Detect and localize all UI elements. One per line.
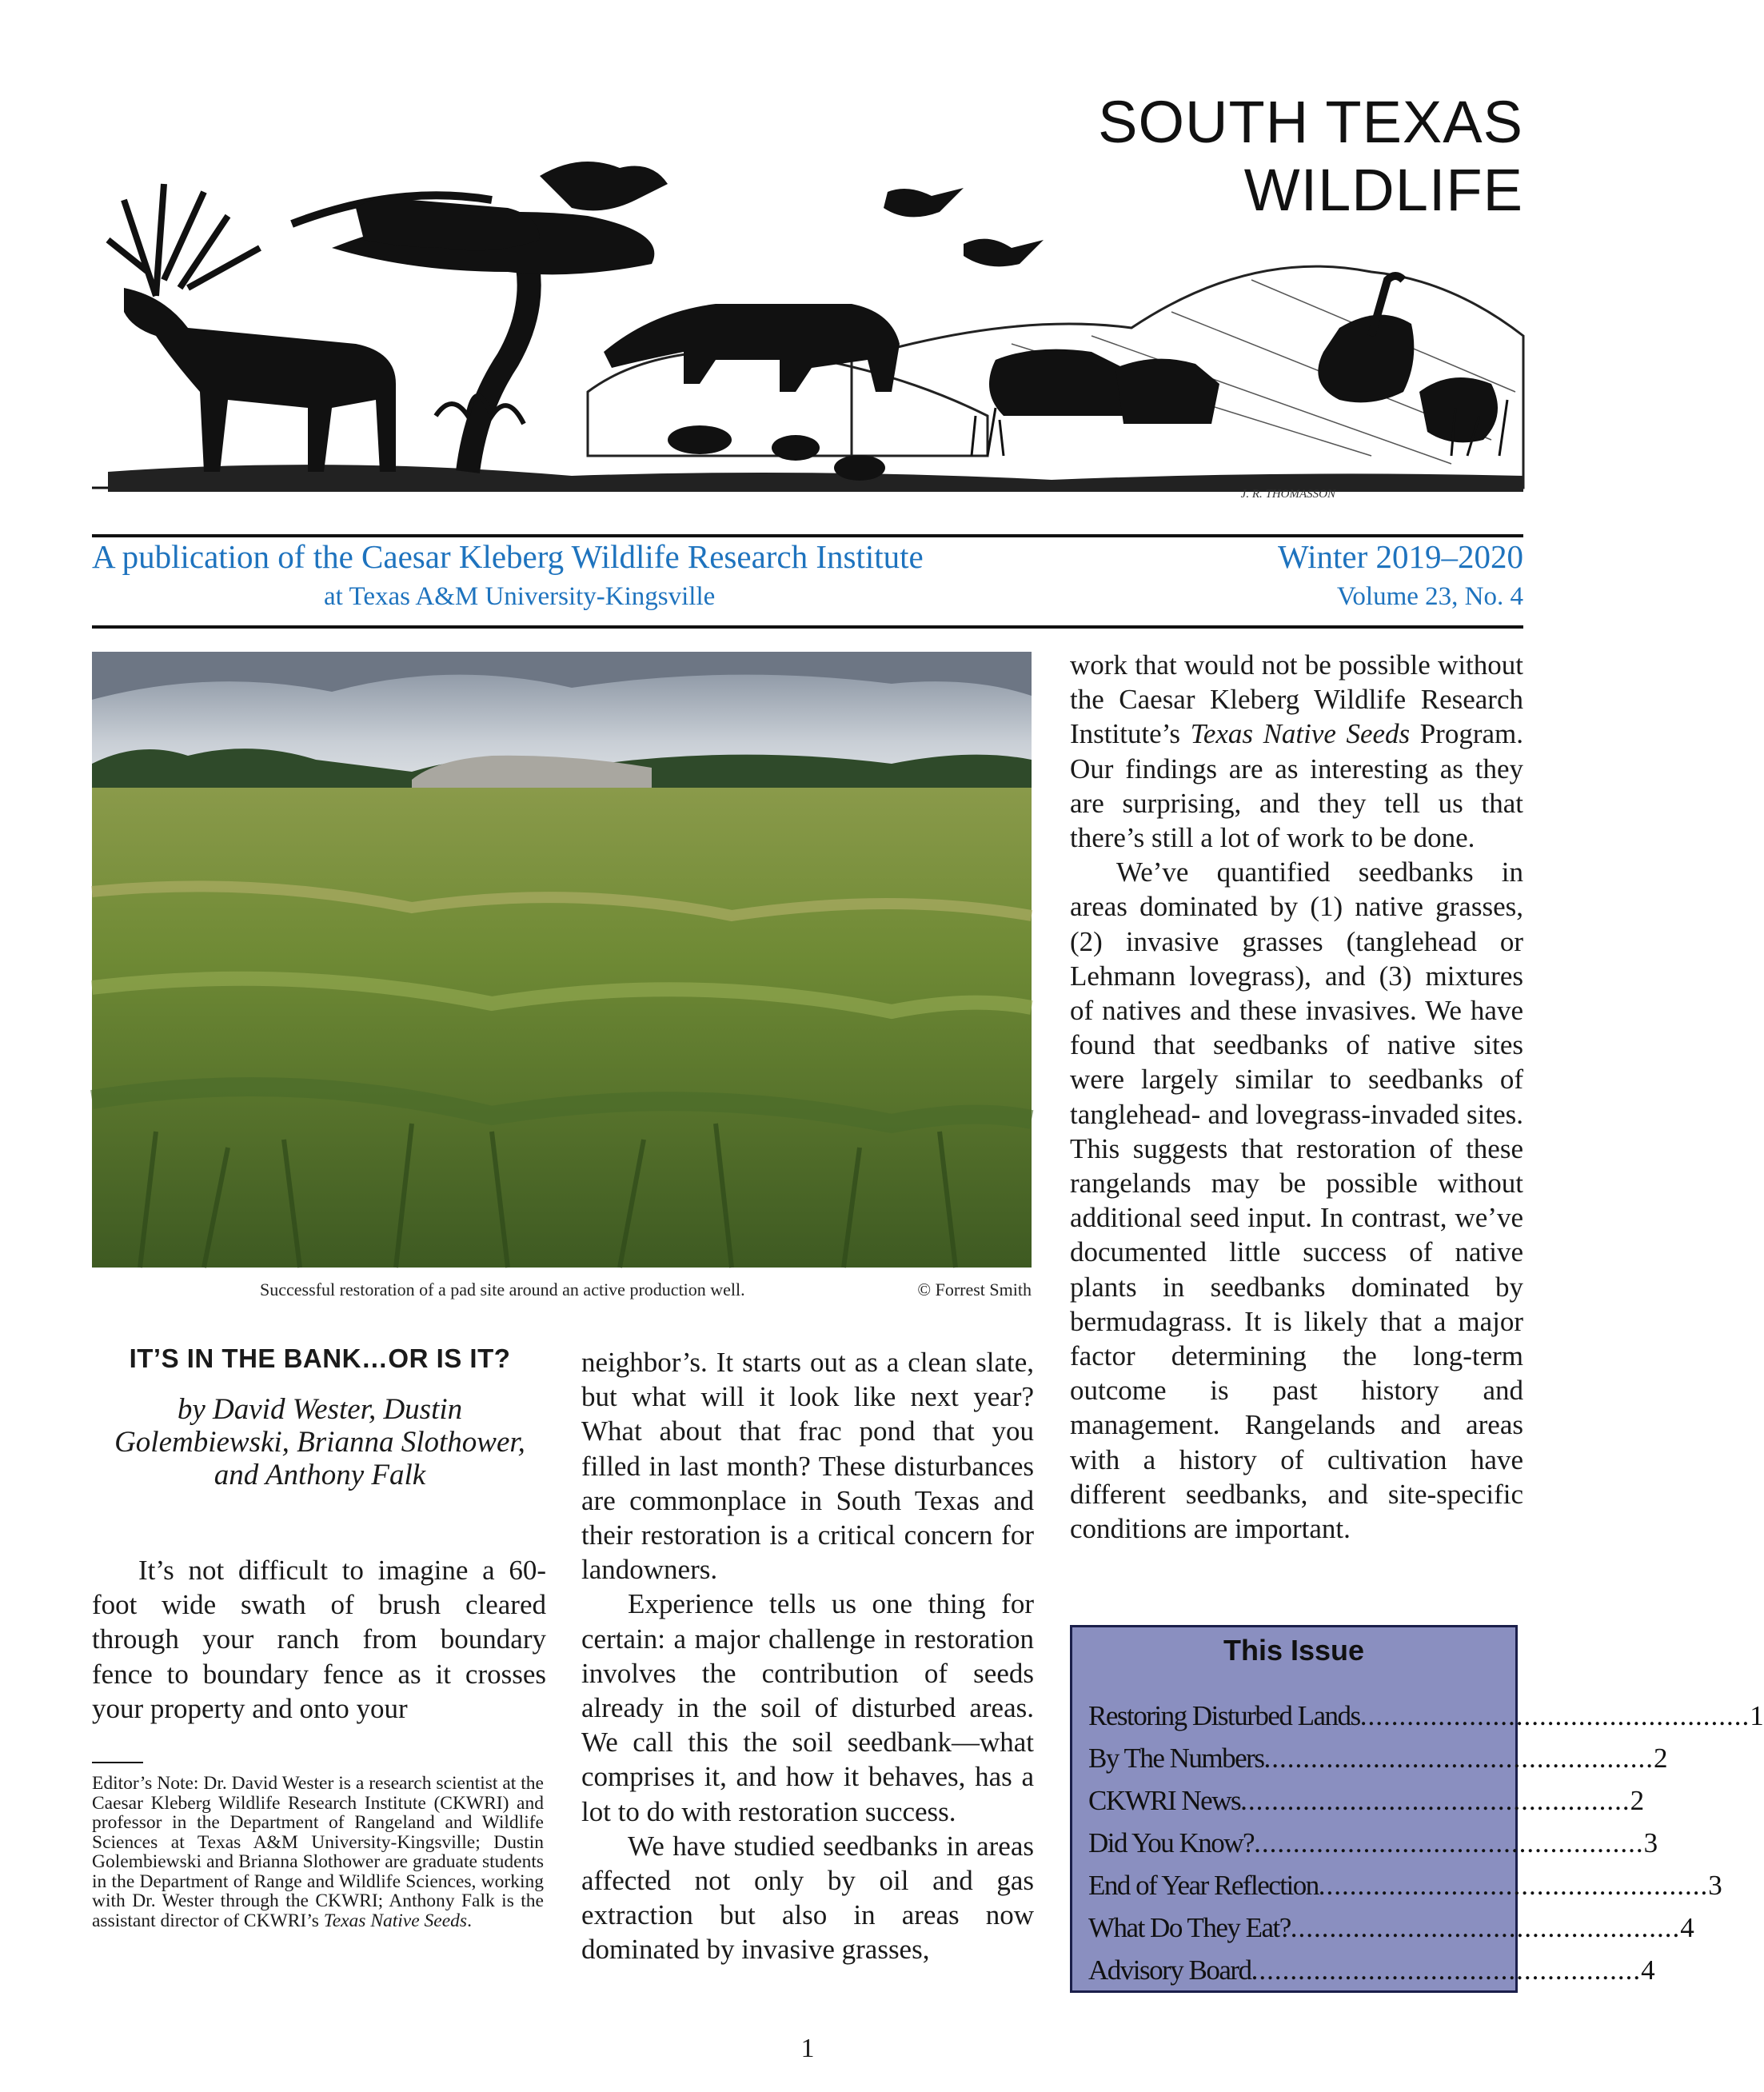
toc-item[interactable]: [1088, 1902, 1694, 1944]
byline-line: by David Wester, Dustin: [177, 1393, 463, 1426]
toc-item-label: End of Year Reflection: [1088, 1870, 1319, 1901]
toc-item-page: 4: [1641, 1954, 1655, 1986]
toc-item[interactable]: [1088, 1732, 1668, 1775]
toc-item-page: 3: [1708, 1870, 1722, 1901]
toc-item-page: 2: [1630, 1785, 1645, 1816]
byline-line: Golembiewski, Brianna Slothower,: [114, 1426, 525, 1459]
byline-line: and Anthony Falk: [214, 1459, 426, 1491]
toc-leader: ..................................................: [1290, 1912, 1681, 1943]
paragraph-text: Program. Our findings are as interesting as they are surprising, and they tell us that there’s still a lot of work to be done.: [1070, 718, 1523, 854]
toc-leader: ..................................................: [1254, 1827, 1644, 1858]
toc-item-page: 4: [1680, 1912, 1694, 1943]
toc-item[interactable]: [1088, 1859, 1722, 1902]
toc-item[interactable]: [1088, 1690, 1764, 1732]
caption-text: Successful restoration of a pad site around an active production well.: [260, 1280, 745, 1300]
paragraph-text: work that would not be possible without the Caesar Kleberg Wildlife Research Institute’s: [1070, 649, 1523, 750]
paragraph: neighbor’s. It starts out as a clean slate, but what will it look like next year? What about that frac pond that you filled in last month? These disturbances are commonplace in South Texas and their restoration is a critical concern for landowners.: [581, 1347, 1034, 1586]
toc-leader: ..................................................: [1318, 1870, 1709, 1901]
toc-item[interactable]: [1088, 1817, 1658, 1859]
toc-item-label: Did You Know?: [1088, 1827, 1255, 1858]
paragraph: [1070, 648, 1523, 855]
editors-note: [92, 1774, 544, 1930]
article-column-1: [92, 1553, 546, 1726]
article-column-3: [1070, 648, 1523, 1546]
paragraph: We have studied seedbanks in areas affected not only by oil and gas extraction but also in areas now dominated by invasive grasses,: [581, 1830, 1034, 1966]
table-of-contents: [1088, 1690, 1764, 1986]
publication-subline: at Texas A&M University-Kingsville: [324, 582, 716, 611]
issue-volume: Volume 23, No. 4: [1336, 582, 1523, 611]
article-headline: IT’S IN THE BANK…OR IS IT?: [129, 1343, 511, 1373]
page-number: 1: [800, 2034, 815, 2063]
editors-note-text: Editor’s Note: Dr. David Wester is a research scientist at the Caesar Kleberg Wildlife Research Institute (CKWRI) and professor in the Department of Rangeland and Wildlife Sciences at Texas A&M University-Kingsville; Dustin Golembiewski and Brianna Slothower are graduate students in the Department of Range and Wildlife Sciences, working with Dr. Wester through the CKWRI; Anthony Falk is the assistant director of CKWRI’s: [92, 1773, 544, 1931]
toc-item[interactable]: [1088, 1775, 1645, 1817]
toc-leader: ..................................................: [1359, 1700, 1750, 1731]
editors-note-italic: Texas Native Seeds: [323, 1910, 468, 1931]
article-column-2: [581, 1345, 1034, 1967]
toc-item-page: 1: [1750, 1700, 1764, 1731]
masthead-title: SOUTH TEXAS WILDLIFE: [1098, 89, 1523, 223]
paragraph: It’s not difficult to imagine a 60-foot wide swath of brush cleared through your ranch from boundary fence to boundary fence as it crosses your property and onto your: [92, 1555, 546, 1724]
toc-item-page: 2: [1653, 1743, 1668, 1774]
toc-leader: ..................................................: [1240, 1785, 1630, 1816]
paragraph: We’ve quantified seedbanks in areas dominated by (1) native grasses, (2) invasive grasses (tanglehead or Lehmann lovegrass), and (3) mixtures of natives and these invasives. We have found that seedbanks of native sites were largely similar to seedbanks of tanglehead- and lovegrass-invaded sites. This suggests that restoration of these rangelands may be possible without additional seed input. In contrast, we’ve documented little success of native plants in seedbanks dominated by bermudagrass. It is likely that a major factor determining the long-term outcome is past history and management. Rangelands and areas with a history of cultivation have different seedbanks, and site-specific conditions are important.: [1070, 856, 1523, 1545]
toc-item-label: Advisory Board: [1088, 1954, 1251, 1986]
toc-leader: ..................................................: [1263, 1743, 1654, 1774]
wildlife-silhouette-illustration: [92, 152, 1523, 520]
program-name: Texas Native Seeds: [1190, 718, 1411, 750]
issue-season: Winter 2019–2020: [1278, 538, 1523, 575]
footnote-rule: [92, 1762, 143, 1763]
paragraph: Experience tells us one thing for certain: a major challenge in restoration involves the contribution of seeds already in the soil of disturbed areas. We call this the soil seedbank—what comprises it, and how it behaves, has a lot to do with restoration success.: [581, 1588, 1034, 1827]
toc-item[interactable]: [1088, 1944, 1655, 1986]
publication-line: A publication of the Caesar Kleberg Wildlife Research Institute: [92, 538, 924, 575]
toc-item-label: CKWRI News: [1088, 1785, 1241, 1816]
article-byline: [92, 1393, 548, 1491]
toc-item-page: 3: [1643, 1827, 1658, 1858]
toc-leader: ..................................................: [1251, 1954, 1642, 1986]
this-issue-box: [1070, 1625, 1764, 1993]
editors-note-period: .: [467, 1910, 472, 1931]
header-bottom-rule: [92, 625, 1523, 629]
toc-item-label: What Do They Eat?: [1088, 1912, 1291, 1943]
toc-item-label: By The Numbers: [1088, 1743, 1264, 1774]
illustration-credit: J. R. THOMASSON: [1240, 488, 1335, 501]
this-issue-title: This Issue: [1223, 1634, 1365, 1667]
grassland-photo: [92, 652, 1032, 1268]
photo-credit: © Forrest Smith: [917, 1280, 1032, 1300]
toc-item-label: Restoring Disturbed Lands: [1088, 1700, 1360, 1731]
